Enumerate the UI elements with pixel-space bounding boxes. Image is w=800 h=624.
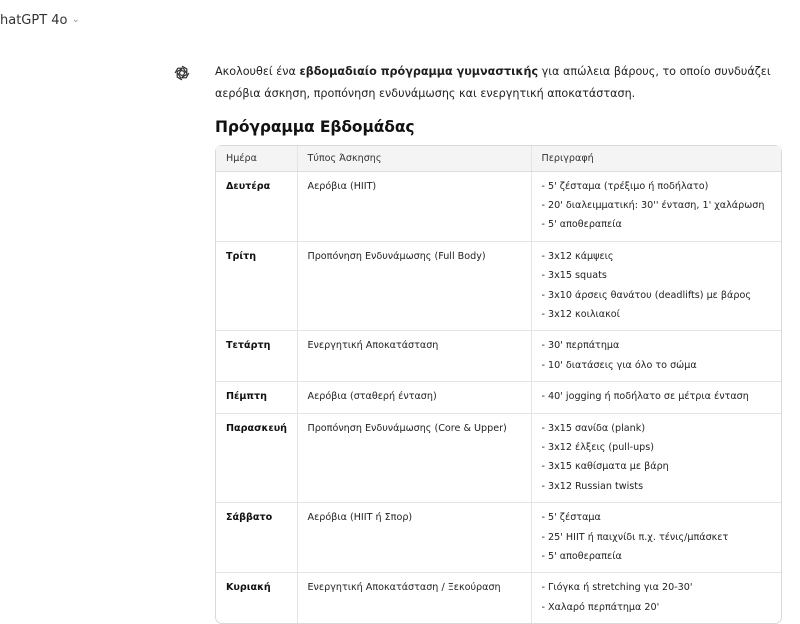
cell-exercise-type: Αερόβια (σταθερή ένταση) xyxy=(297,382,531,413)
description-line: - 3x12 κοιλιακοί xyxy=(541,308,620,320)
cell-exercise-type: Ενεργητική Αποκατάσταση xyxy=(297,331,531,382)
table-row xyxy=(216,503,781,573)
column-header-type: Τύπος Άσκησης xyxy=(297,146,531,171)
cell-description xyxy=(531,573,781,623)
model-selector[interactable] xyxy=(0,9,86,32)
cell-description xyxy=(531,241,781,331)
description-line: - 30' περπάτημα xyxy=(541,340,620,352)
model-label: hatGPT 4o xyxy=(0,13,68,28)
table-row xyxy=(216,171,781,241)
column-header-description: Περιγραφή xyxy=(531,146,781,171)
description-line: - 5' αποθεραπεία xyxy=(541,551,622,562)
description-line: - Γιόγκα ή stretching για 20-30' xyxy=(541,582,693,594)
chevron-down-icon: ⌄ xyxy=(71,14,80,25)
description-line: - 3x10 άρσεις θανάτου (deadlifts) με βάρος xyxy=(541,289,751,301)
cell-day: Πέμπτη xyxy=(216,382,297,413)
table-row xyxy=(216,241,781,331)
description-line: - 3x12 έλξεις (pull-ups) xyxy=(541,441,654,453)
cell-day: Δευτέρα xyxy=(216,171,297,241)
intro-paragraph: Ακολουθεί ένα εβδομαδιαίο πρόγραμμα γυμναστικής για απώλεια βάρους, το οποίο συνδυάζει αερόβια άσκηση, προπόνηση ενδυνάμωσης και ενεργητική αποκατάσταση. xyxy=(215,65,771,100)
cell-exercise-type: Αερόβια (HIIT) xyxy=(297,171,531,241)
description-line: - 5' αποθεραπεία xyxy=(541,219,622,231)
description-line: - 3x15 squats xyxy=(541,270,607,282)
cell-description xyxy=(531,413,781,503)
description-line: - 10' διατάσεις για όλο το σώμα xyxy=(541,359,697,371)
cell-exercise-type: Προπόνηση Ενδυνάμωσης (Core & Upper) xyxy=(297,413,531,503)
table-header-row xyxy=(216,146,781,171)
description-line: - 5' ζέσταμα (τρέξιμο ή ποδήλατο) xyxy=(541,180,709,192)
cell-day: Τρίτη xyxy=(216,241,297,331)
section-title: Πρόγραμμα Εβδομάδας xyxy=(215,118,415,136)
cell-exercise-type: Ενεργητική Αποκατάσταση / Ξεκούραση xyxy=(297,573,531,623)
cell-day: Παρασκευή xyxy=(216,413,297,503)
description-line: - 3x12 Russian twists xyxy=(541,480,644,492)
cell-exercise-type: Προπόνηση Ενδυνάμωσης (Full Body) xyxy=(297,241,531,331)
cell-day: Κυριακή xyxy=(216,573,297,623)
description-line: - 5' ζέσταμα xyxy=(541,512,601,524)
schedule-table xyxy=(215,145,782,624)
description-line: - Χαλαρό περπάτημα 20' xyxy=(541,601,660,613)
assistant-avatar-icon xyxy=(171,62,193,84)
description-line: - 3x15 σανίδα (plank) xyxy=(541,422,646,434)
column-header-day: Ημέρα xyxy=(216,146,297,171)
description-line: - 3x15 καθίσματα με βάρη xyxy=(541,461,669,473)
cell-exercise-type: Αερόβια (HIIT ή Σπορ) xyxy=(297,503,531,573)
description-line: - 20' διαλειμματική: 30'' ένταση, 1' χαλάρωση xyxy=(541,199,765,211)
description-line: - 25' HIIT ή παιχνίδι π.χ. τένις/μπάσκετ xyxy=(541,531,729,543)
cell-description xyxy=(531,171,781,241)
description-line: - 3x12 κάμψεις xyxy=(541,250,614,262)
cell-day: Σάββατο xyxy=(216,503,297,573)
cell-day: Τετάρτη xyxy=(216,331,297,382)
cell-description xyxy=(531,503,781,573)
table-row xyxy=(216,573,781,623)
cell-description xyxy=(531,331,781,382)
assistant-message xyxy=(215,61,785,624)
table-row xyxy=(216,413,781,503)
cell-description xyxy=(531,382,781,413)
description-line: - 40' jogging ή ποδήλατο σε μέτρια ένταση xyxy=(541,391,749,403)
table-row xyxy=(216,331,781,382)
table-row xyxy=(216,382,781,413)
